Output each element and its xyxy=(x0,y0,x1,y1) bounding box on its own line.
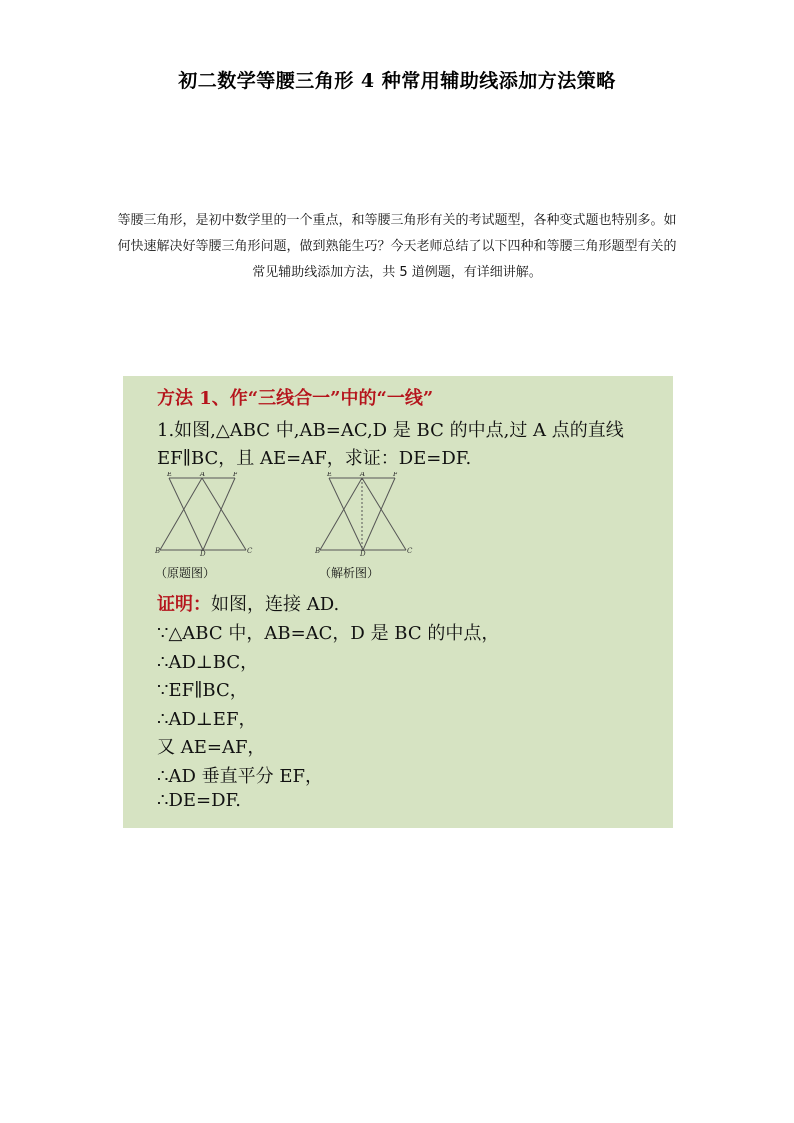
segment-ed xyxy=(169,478,203,550)
segment-ab xyxy=(160,478,202,550)
proof-step: ∴AD 垂直平分 EF， xyxy=(157,766,323,787)
label-c: C xyxy=(407,547,413,555)
segment-fd xyxy=(203,478,235,550)
problem-line-1: 1.如图,△ABC 中,AB=AC,D 是 BC 的中点,过 A 点的直线 xyxy=(157,420,624,441)
segment-ac xyxy=(202,478,246,550)
method-title: 方法 1、作“三线合一”中的“一线” xyxy=(157,388,434,409)
intro-line-3: 常见辅助线添加方法，共 5 道例题，有详细讲解。 xyxy=(252,265,542,280)
proof-step: ∵EF∥BC， xyxy=(157,680,248,701)
solution-figure-caption: （解析图） xyxy=(319,566,380,580)
proof-step: ∴DE=DF. xyxy=(157,790,241,811)
page-title: 初二数学等腰三角形 4 种常用辅助线添加方法策略 xyxy=(178,70,616,92)
proof-intro xyxy=(157,590,339,616)
label-c: C xyxy=(247,547,253,555)
solution-figure xyxy=(315,472,415,556)
segment-ac xyxy=(362,478,406,550)
example-card xyxy=(123,376,673,828)
label-f: F xyxy=(393,472,398,478)
segment-ab xyxy=(320,478,362,550)
label-b: B xyxy=(155,547,161,555)
label-e: E xyxy=(327,472,333,478)
proof-step: ∵△ABC 中，AB=AC，D 是 BC 的中点， xyxy=(157,623,500,644)
label-d: D xyxy=(200,550,206,556)
label-a: A xyxy=(360,472,366,478)
segment-ed xyxy=(329,478,363,550)
label-f: F xyxy=(233,472,238,478)
label-a: A xyxy=(200,472,206,478)
proof-step: ∴AD⊥EF， xyxy=(157,709,257,730)
proof-step: ∴AD⊥BC， xyxy=(157,652,259,673)
intro-line-2: 何快速解决好等腰三角形问题，做到熟能生巧？今天老师总结了以下四种和等腰三角形题型有关的 xyxy=(117,239,677,254)
label-d: D xyxy=(360,550,366,556)
proof-first-step: 如图，连接 AD. xyxy=(211,594,340,615)
problem-line-2: EF∥BC，且 AE=AF，求证：DE=DF. xyxy=(157,448,472,469)
intro-line-1: 等腰三角形，是初中数学里的一个重点，和等腰三角形有关的考试题型，各种变式题也特别多。如 xyxy=(117,213,677,228)
label-e: E xyxy=(167,472,173,478)
proof-label: 证明： xyxy=(157,594,211,615)
label-b: B xyxy=(315,547,321,555)
intro-paragraph xyxy=(50,208,744,286)
original-figure-caption: （原题图） xyxy=(155,566,216,580)
proof-step: 又 AE=AF， xyxy=(157,737,266,758)
original-figure xyxy=(155,472,255,556)
segment-fd xyxy=(363,478,395,550)
